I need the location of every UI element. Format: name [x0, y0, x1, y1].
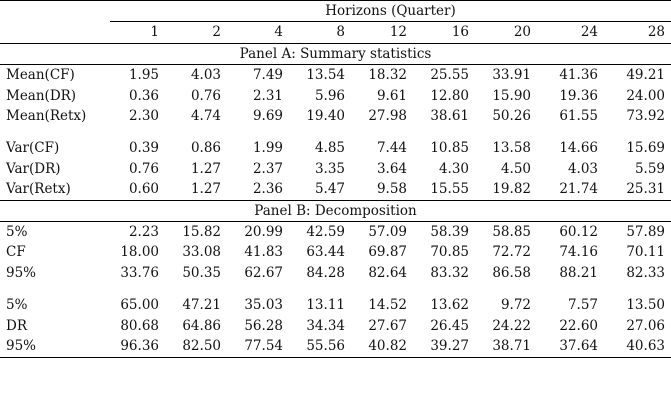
- table-cell: 4.85: [314, 140, 345, 157]
- horizon-header: 8: [289, 22, 351, 43]
- table-cell: 34.34: [306, 317, 345, 334]
- table-cell: 27.67: [368, 317, 407, 334]
- table-cell: 4.74: [190, 108, 221, 125]
- table-cell: 0.39: [128, 140, 159, 157]
- table-cell: 0.86: [190, 140, 221, 157]
- table-cell: 57.89: [626, 224, 665, 241]
- row-label: 95%: [0, 336, 110, 357]
- table-cell: 7.44: [376, 140, 407, 157]
- row-label: 5%: [6, 297, 28, 314]
- table-cell: 25.55: [430, 67, 469, 84]
- table-cell: 96.36: [110, 336, 165, 357]
- table-row: [0, 159, 671, 179]
- table-row: [0, 295, 671, 315]
- horizon-header: 16: [413, 22, 475, 43]
- table-cell: 15.69: [626, 140, 665, 157]
- panel-b-title: Panel B: Decomposition: [0, 200, 671, 221]
- table-row: [0, 138, 671, 158]
- panel-b-title-row: [0, 200, 671, 221]
- table-cell: 50.26: [492, 108, 531, 125]
- table-row: [0, 106, 671, 126]
- table-cell: 2.31: [252, 87, 283, 104]
- table-cell: 41.36: [559, 67, 598, 84]
- table-cell: 20.99: [244, 224, 283, 241]
- table-row: [0, 179, 671, 200]
- table-cell: 58.85: [492, 224, 531, 241]
- table-cell: 14.52: [368, 297, 407, 314]
- table-cell: 18.00: [120, 244, 159, 261]
- table-cell: 12.80: [430, 87, 469, 104]
- table-cell: 70.11: [626, 244, 665, 261]
- horizon-header: 1: [110, 22, 165, 43]
- horizon-header: 4: [227, 22, 289, 43]
- spacer-row: [0, 283, 671, 295]
- table-cell: 26.45: [430, 317, 469, 334]
- header-group-row: [0, 1, 671, 22]
- row-label: Mean(CF): [6, 67, 75, 84]
- table-cell: 4.03: [190, 67, 221, 84]
- table-cell: 82.64: [368, 264, 407, 281]
- table-cell: 88.21: [559, 264, 598, 281]
- table-cell: 25.31: [626, 181, 665, 198]
- table-cell: 15.90: [492, 87, 531, 104]
- table-cell: 18.32: [368, 67, 407, 84]
- table-cell: 22.60: [559, 317, 598, 334]
- table-cell: 24.00: [626, 87, 665, 104]
- table-cell: 33.91: [492, 67, 531, 84]
- table-cell: 0.36: [128, 87, 159, 104]
- table-cell: 9.69: [252, 108, 283, 125]
- table-cell: 83.32: [430, 264, 469, 281]
- table-cell: 60.12: [559, 224, 598, 241]
- table-cell: 3.64: [376, 160, 407, 177]
- table-cell: 42.59: [306, 224, 345, 241]
- table-cell: 72.72: [492, 244, 531, 261]
- horizons-group-title: Horizons (Quarter): [110, 1, 671, 22]
- table-cell: 9.61: [376, 87, 407, 104]
- table-cell: 77.54: [227, 336, 289, 357]
- table-cell: 13.54: [306, 67, 345, 84]
- table-cell: 82.50: [165, 336, 227, 357]
- table-row: [0, 86, 671, 106]
- row-label: Var(Retx): [6, 181, 71, 198]
- table-cell: 1.27: [190, 160, 221, 177]
- table-cell: 5.96: [314, 87, 345, 104]
- table-cell: 63.44: [306, 244, 345, 261]
- table-row: [0, 65, 671, 86]
- table-cell: 2.37: [252, 160, 283, 177]
- table-cell: 1.99: [252, 140, 283, 157]
- table-cell: 73.92: [626, 108, 665, 125]
- panel-a-title: Panel A: Summary statistics: [0, 43, 671, 64]
- horizon-header: 28: [604, 22, 671, 43]
- horizon-header: 20: [475, 22, 537, 43]
- table-cell: 82.33: [626, 264, 665, 281]
- table-cell: 64.86: [182, 317, 221, 334]
- table-cell: 9.58: [376, 181, 407, 198]
- table-cell: 2.30: [128, 108, 159, 125]
- table-cell: 2.23: [128, 224, 159, 241]
- table-cell: 62.67: [244, 264, 283, 281]
- row-label: Var(CF): [6, 140, 60, 157]
- table-cell: 5.47: [314, 181, 345, 198]
- panel-a-title-row: [0, 43, 671, 64]
- table-cell: 7.49: [252, 67, 283, 84]
- table-row: [0, 242, 671, 262]
- row-label: 95%: [6, 264, 37, 281]
- table-cell: 9.72: [500, 297, 531, 314]
- table-cell: 61.55: [559, 108, 598, 125]
- table-cell: 13.62: [430, 297, 469, 314]
- table-cell: 27.06: [626, 317, 665, 334]
- table-cell: 41.83: [244, 244, 283, 261]
- table-row: [0, 263, 671, 283]
- table-cell: 21.74: [559, 181, 598, 198]
- table-cell: 7.57: [567, 297, 598, 314]
- table-cell: 4.50: [500, 160, 531, 177]
- table-cell: 0.76: [128, 160, 159, 177]
- table-cell: 38.61: [430, 108, 469, 125]
- table-cell: 33.08: [182, 244, 221, 261]
- table-row: [0, 222, 671, 243]
- table-cell: 3.35: [314, 160, 345, 177]
- table-cell: 47.21: [182, 297, 221, 314]
- table-cell: 19.36: [559, 87, 598, 104]
- table-cell: 19.82: [492, 181, 531, 198]
- table-cell: 84.28: [306, 264, 345, 281]
- table-cell: 74.16: [559, 244, 598, 261]
- table-cell: 15.55: [430, 181, 469, 198]
- table-cell: 5.59: [634, 160, 665, 177]
- table-cell: 40.63: [604, 336, 671, 357]
- table-row: [0, 336, 671, 357]
- table-cell: 14.66: [559, 140, 598, 157]
- table-cell: 55.56: [289, 336, 351, 357]
- table-cell: 4.30: [438, 160, 469, 177]
- table-cell: 1.27: [190, 181, 221, 198]
- table-cell: 39.27: [413, 336, 475, 357]
- table-row: [0, 316, 671, 336]
- table-cell: 35.03: [244, 297, 283, 314]
- table-cell: 70.85: [430, 244, 469, 261]
- table-cell: 19.40: [306, 108, 345, 125]
- table-cell: 69.87: [368, 244, 407, 261]
- horizon-header: 24: [537, 22, 604, 43]
- table-cell: 38.71: [475, 336, 537, 357]
- table-cell: 50.35: [182, 264, 221, 281]
- table-cell: 80.68: [120, 317, 159, 334]
- table-cell: 27.98: [368, 108, 407, 125]
- table-cell: 0.76: [190, 87, 221, 104]
- table-cell: 0.60: [128, 181, 159, 198]
- table-cell: 13.11: [306, 297, 345, 314]
- row-label: 5%: [6, 224, 28, 241]
- row-label: Mean(DR): [6, 87, 77, 104]
- table-cell: 13.50: [626, 297, 665, 314]
- horizon-header: 2: [165, 22, 227, 43]
- table-cell: 24.22: [492, 317, 531, 334]
- table-cell: 86.58: [492, 264, 531, 281]
- horizon-header-row: [0, 22, 671, 43]
- spacer-row: [0, 126, 671, 138]
- row-label: Var(DR): [6, 160, 61, 177]
- table-cell: 1.95: [128, 67, 159, 84]
- table-cell: 37.64: [537, 336, 604, 357]
- table-cell: 49.21: [626, 67, 665, 84]
- table-cell: 40.82: [351, 336, 413, 357]
- table-cell: 13.58: [492, 140, 531, 157]
- row-label: CF: [6, 244, 26, 261]
- table-cell: 15.82: [182, 224, 221, 241]
- table-cell: 65.00: [120, 297, 159, 314]
- table-cell: 33.76: [120, 264, 159, 281]
- table-cell: 4.03: [567, 160, 598, 177]
- row-label: DR: [6, 317, 27, 334]
- table-cell: 56.28: [244, 317, 283, 334]
- table-cell: 58.39: [430, 224, 469, 241]
- table-cell: 2.36: [252, 181, 283, 198]
- row-label: Mean(Retx): [6, 108, 87, 125]
- table-cell: 57.09: [368, 224, 407, 241]
- horizon-header: 12: [351, 22, 413, 43]
- table-cell: 10.85: [430, 140, 469, 157]
